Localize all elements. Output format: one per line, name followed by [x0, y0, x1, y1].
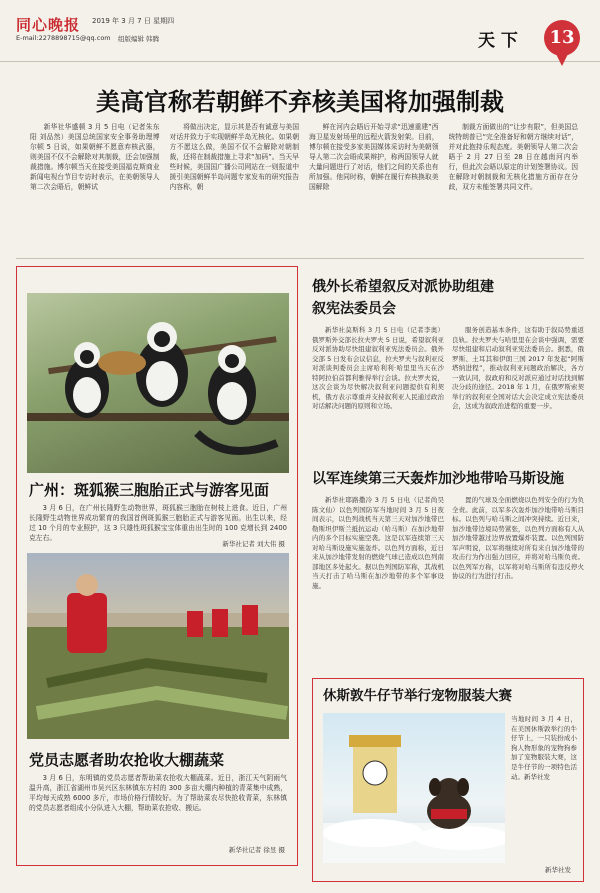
israel-article: [312, 496, 584, 666]
lead-col-3: [309, 122, 439, 254]
greenhouse-photo: [27, 553, 289, 739]
russia-article: [312, 326, 584, 460]
masthead: [0, 0, 600, 62]
lead-paragraph: 鲜在河内会晤后开始寻求“迅速重建”西海卫星发射场里的远程火箭发射架。目前，博尔顿在接受多家美国媒体采访时为美朝领导人第二次会晤成果辩护，称两国领导人就大量问题进行了对话，他们之间的关系也有所加强。他同时称，朝鲜在履行弃核换取美国解除: [309, 123, 439, 191]
contact-email: E-mail:2278898715@qq.com: [16, 34, 111, 42]
section-divider: [16, 258, 584, 259]
page-number: 13: [544, 20, 580, 56]
lead-paragraph: 制裁方面做出的“让步有限”，但美国总统特朗普已“完全准备好和朝方继续对话”，并对此抱持乐观态度。美朝领导人第二次会晤于 2 月 27 日至 28 日在越南河内举行，但此次会晤以原定的计划签署协议。因在解除对朝制裁和无核化措施方面存在分歧，双方未能签署共同文件。: [448, 123, 578, 191]
lemur-photo-credit: 新华社记者 刘大伟 摄: [222, 540, 285, 548]
israel-headline: 以军连续第三天轰炸加沙地带哈马斯设施: [312, 471, 564, 487]
lemur-illustration: [27, 293, 289, 473]
lead-col-2: [170, 122, 300, 254]
farm-headline: 党员志愿者助农抢收大棚蔬菜: [29, 751, 225, 769]
photo-news-box: [16, 266, 298, 866]
greenhouse-illustration: [27, 553, 289, 739]
lead-article: [30, 122, 578, 254]
lead-col-4: [449, 122, 579, 254]
pet-illustration: [323, 713, 505, 863]
newspaper-logo: 同心晚报: [16, 16, 81, 34]
farm-photo-credit: 新华社记者 徐昱 摄: [228, 846, 285, 854]
russia-col-1: [312, 326, 444, 460]
dogs-caption: 当地时间 3 月 4 日，在美国休斯敦举行的牛仔节上，一只装扮成小狗人物形象的宠物狗参加了宠物服装大赛，这是牛仔节的一项特色活动。新华社发: [511, 715, 577, 781]
section-title: 天 下: [478, 31, 518, 51]
russia-paragraph: 新华社莫斯科 3 月 5 日电（记者李奥）俄罗斯外交部长拉夫罗夫 5 日说，希望叙利亚反对派协助尽快组建叙利亚宪法委员会。俄外交部 5 日发布会议信息，拉夫罗夫与叙利亚反对派谈判委员会主席哈利利·哈里里当天在沙特阿拉伯首都利雅得举行会谈。拉夫罗夫说，这次会谈为尽快解决叙利亚问题提供有利契机，俄方表示尊重并支持叙利亚人民通过政治对话解决问题的原则和立场。: [312, 326, 444, 410]
lemur-photo: [27, 293, 289, 473]
pet-photo: [323, 713, 505, 863]
lead-col-1: [30, 122, 160, 254]
russia-headline-line2: 叙宪法委员会: [312, 301, 396, 317]
israel-col-1: [312, 496, 444, 666]
israel-paragraph: 新华社耶路撒冷 3 月 5 日电（记者尚昊 陈文仙）以色列国防军当地时间 3 月 5 日夜间表示，以色列战机当天第三天对加沙地带巴勒斯坦伊斯兰抵抗运动（哈马斯）在加沙地带内的多个目标实施空袭。这是以军连续第三天对哈马斯设施实施轰炸。以色列方面称，近日来从加沙地带发射的燃烧气球已造成以色列南部地区多处起火。据以色列国防军称，其战机当天打击了哈马斯在加沙地带的多个军事设施。: [312, 496, 444, 590]
lead-headline: 美高官称若朝鲜不弃核美国将加强制裁: [96, 87, 504, 116]
dogs-headline: 休斯敦牛仔节举行宠物服装大赛: [323, 688, 512, 704]
lead-paragraph: 新华社华盛顿 3 月 5 日电（记者朱东阳 刘品然）美国总统国家安全事务助理博尔顿 5 日说，如果朝鲜不愿意弃核武器，则美国不仅不会解除对其制裁，还会加强制裁措施。博尔顿当天在接受美国福克斯商业新闻电视台节目专访时表示，在美朝领导人第二次会晤后，朝鲜试: [30, 123, 160, 191]
dogs-photo-credit: 新华社发: [545, 866, 571, 874]
israel-col-2: [452, 496, 584, 666]
issue-date: 2019 年 3 月 7 日 星期四: [92, 17, 175, 25]
russia-headline-line1: 俄外长希望叙反对派协助组建: [312, 279, 494, 295]
lemur-caption: 3 月 6 日，在广州长隆野生动物世界，斑狐猴三胞胎在树枝上进食。近日，广州长隆野生动物世界成功繁育的我国首例斑狐猴三胞胎正式与游客见面。出生以来，经过 10 个月的专业照护，这 3 只雄性斑狐猴宝宝体重由出生时的 100 克增长到 2400 克左右。: [29, 504, 287, 542]
russia-paragraph: 服务创造基本条件，这有助于叙局势重返良轨。拉夫罗夫与哈里里在会谈中强调，需要尽快组建和启动叙利亚宪法委员会。据悉，俄罗斯、土耳其和伊朗三国 2017 年发起“阿斯塔纳进程”，推动叙利亚问题政治解决，各方一致认同，叙政府和反对派应通过对话找到解决分歧的途径。2018 年 1 月，在俄罗斯索契举行的叙利亚全国对话大会决定成立宪法委员会，这成为叙政治进程的重要一步。: [452, 326, 584, 410]
farm-caption: 3 月 6 日，东明镇的党员志愿者帮助菜农抢收大棚蔬菜。近日，浙江天气阴雨气温升高，浙江省湖州市吴兴区东林镇东方村的 300 多亩大棚内种植的青菜集中成熟，平均每天成熟 6000 多斤，市场价格行情较好。为了帮助菜农尽快抢收青菜，东林镇的党员志愿者组成小分队进入大棚，帮助菜农抢收、搬运。: [29, 774, 287, 812]
russia-col-2: [452, 326, 584, 460]
editor-credit: 组版编辑 韩腾: [118, 35, 160, 43]
israel-paragraph: 置的气球及全面燃烧以色列安全的行为负全责。此前，以军多次轰炸加沙地带哈马斯目标。以色列与哈马斯之间冲突持续。近日来，加沙地带边境局势紧张，以色列方面称有人从加沙地带越过边界放置爆炸装置。以色列国防军声明说，以军将继续对所有来自加沙地带的攻击行为作出强力回应，并将对哈马斯负责。以色列军方称，以军将对哈马斯所有违反停火协议的行为进行打击。: [452, 496, 584, 580]
lemur-headline: 广州：斑狐猴三胞胎正式与游客见面: [29, 481, 270, 499]
lead-paragraph: 将做出决定，显示其是否有诚意与美国对话并致力于实现朝鲜半岛无核化。如果朝方不愿这么做，美国不仅不会解除对朝制裁，还将在制裁措施上寻求“加码”。当天早些时候，美国国广播公司网站在一则报道中援引美国朝鲜半岛问题专家发布的研究报告内容称，朝: [169, 123, 299, 191]
pet-costume-box: [312, 678, 584, 882]
